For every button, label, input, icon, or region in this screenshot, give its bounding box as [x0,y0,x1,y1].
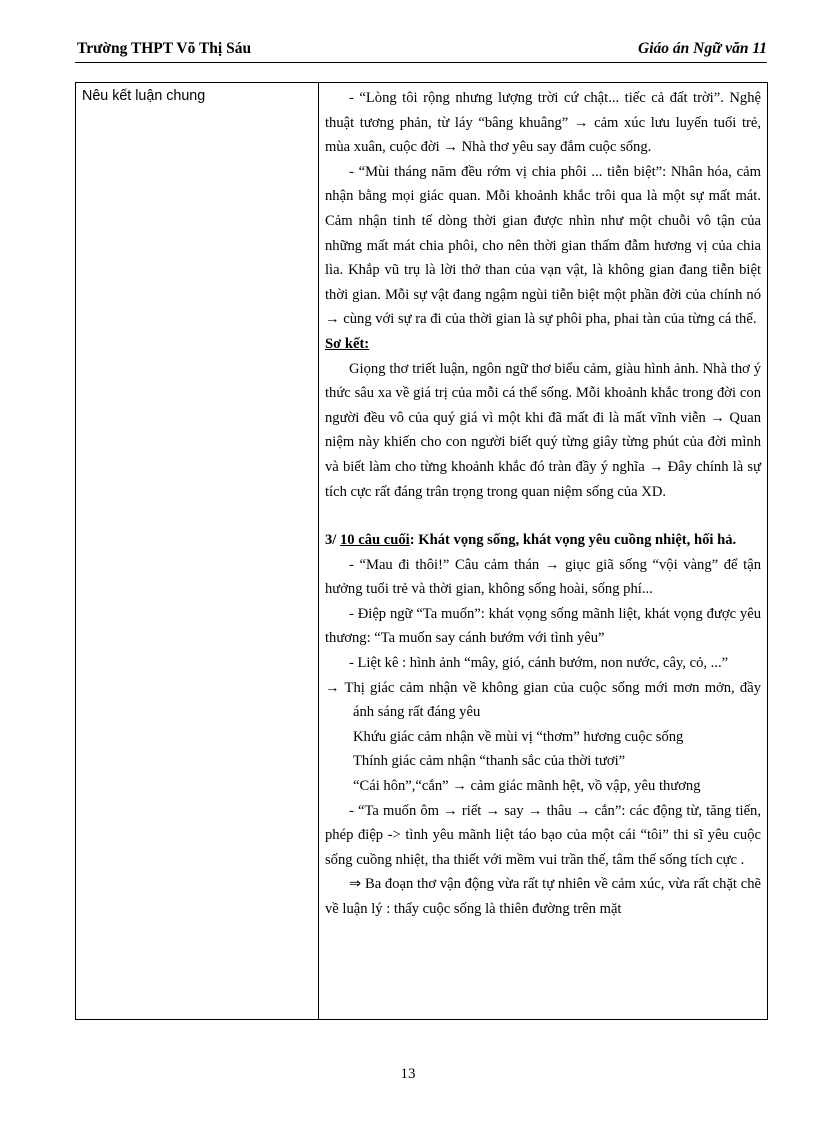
paragraph: - Điệp ngữ “Ta muốn”: khát vọng sống mãnh liệt, khát vọng được yêu thương: “Ta muốn say cánh bướm với tình yêu” [325,605,761,647]
paragraph: “Cái hôn”,“cắn” → cảm giác mãnh hệt, vồ vập, yêu thương [353,778,701,795]
table-row [76,83,768,1020]
section-number: 3/ [325,532,340,549]
paragraph: Giọng thơ triết luận, ngôn ngữ thơ biểu cảm, giàu hình ảnh. Nhà thơ ý thức sâu xa về giá trị của mỗi cá thể sống. Mỗi khoảnh khắc trong đời con người đều vô của quý giá vì một khi đã mất đi là mất vĩnh viễn → Quan niệm này khiến cho con người biết quý từng giây từng phút của đời mình và biết làm cho từng khoảnh khắc đó tràn đầy ý nghĩa → Đây chính là sự tích cực rất đáng trân trọng trong quan niệm sống của XD. [325,360,761,500]
paragraph: - “Ta muốn ôm → riết → say → thâu → cắn”: các động từ, tăng tiến, phép điệp -> tình yêu mãnh liệt táo bạo của một cái “tôi” thi sĩ yêu cuộc sống cuồng nhiệt, tha thiết với mềm vui trần thế, tâm thế sống tích cực . [325,802,761,868]
page-header [75,36,767,63]
section-title: 10 câu cuối [340,532,410,549]
paragraph: - “Mùi tháng năm đều rớm vị chia phôi ... tiễn biệt”: Nhân hóa, cảm nhận bằng mọi giác quan. Mỗi khoảnh khắc trôi qua là một sự mất mát. Cảm nhận tinh tế dòng thời gian được nhìn như một chuỗi vô tận của những mất mát chia phôi, cho nên thời gian thấm đẫm hương vị của chia lìa. Khắp vũ trụ là lời thở than của vạn vật, là không gian đang tiễn biệt thời gian. Mỗi sự vật đang ngậm ngùi tiễn biệt một phần đời của chính nó → cùng với sự ra đi của thời gian là sự phôi pha, phai tàn của từng cá thể. [325,163,761,328]
paragraph: Khứu giác cảm nhận về mùi vị “thơm” hương cuộc sống [353,728,684,745]
school-name: Trường THPT Võ Thị Sáu [77,40,252,57]
lesson-table [75,82,768,1020]
paragraph: - “Lòng tôi rộng nhưng lượng trời cứ chật... tiếc cả đất trời”. Nghệ thuật tương phản, từ láy “bâng khuâng” → cảm xúc lưu luyến tuổi trẻ, mùa xuân, cuộc đời → Nhà thơ yêu say đắm cuộc sống. [325,90,761,156]
row-label: Nêu kết luận chung [76,83,319,1020]
row-content [319,83,768,1020]
paragraph: Thính giác cảm nhận “thanh sắc của thời tươi” [353,753,626,770]
paragraph: - Liệt kê : hình ảnh “mây, gió, cánh bướm, non nước, cây, cỏ, ...” [349,655,729,672]
paragraph: - “Mau đi thôi!” Câu cảm thán → giục giã sống “vội vàng” để tận hưởng tuổi trẻ và thời gian, không sống hoài, sống phí... [325,556,761,598]
section-heading [325,528,761,553]
page-number: 13 [400,1066,416,1082]
subject-title: Giáo án Ngữ văn 11 [638,40,767,57]
section-subtitle: : Khát vọng sống, khát vọng yêu cuồng nhiệt, hối hả. [409,532,737,549]
paragraph: ⇒ Ba đoạn thơ vận động vừa rất tự nhiên về cảm xúc, vừa rất chặt chẽ về luận lý : thấy cuộc sống là thiên đường trên mặt [325,876,761,917]
so-ket-heading: Sơ kết: [325,335,370,352]
paragraph: → Thị giác cảm nhận về không gian của cuộc sống mới mơn mởn, đầy ánh sáng rất đáng yêu [325,679,761,721]
